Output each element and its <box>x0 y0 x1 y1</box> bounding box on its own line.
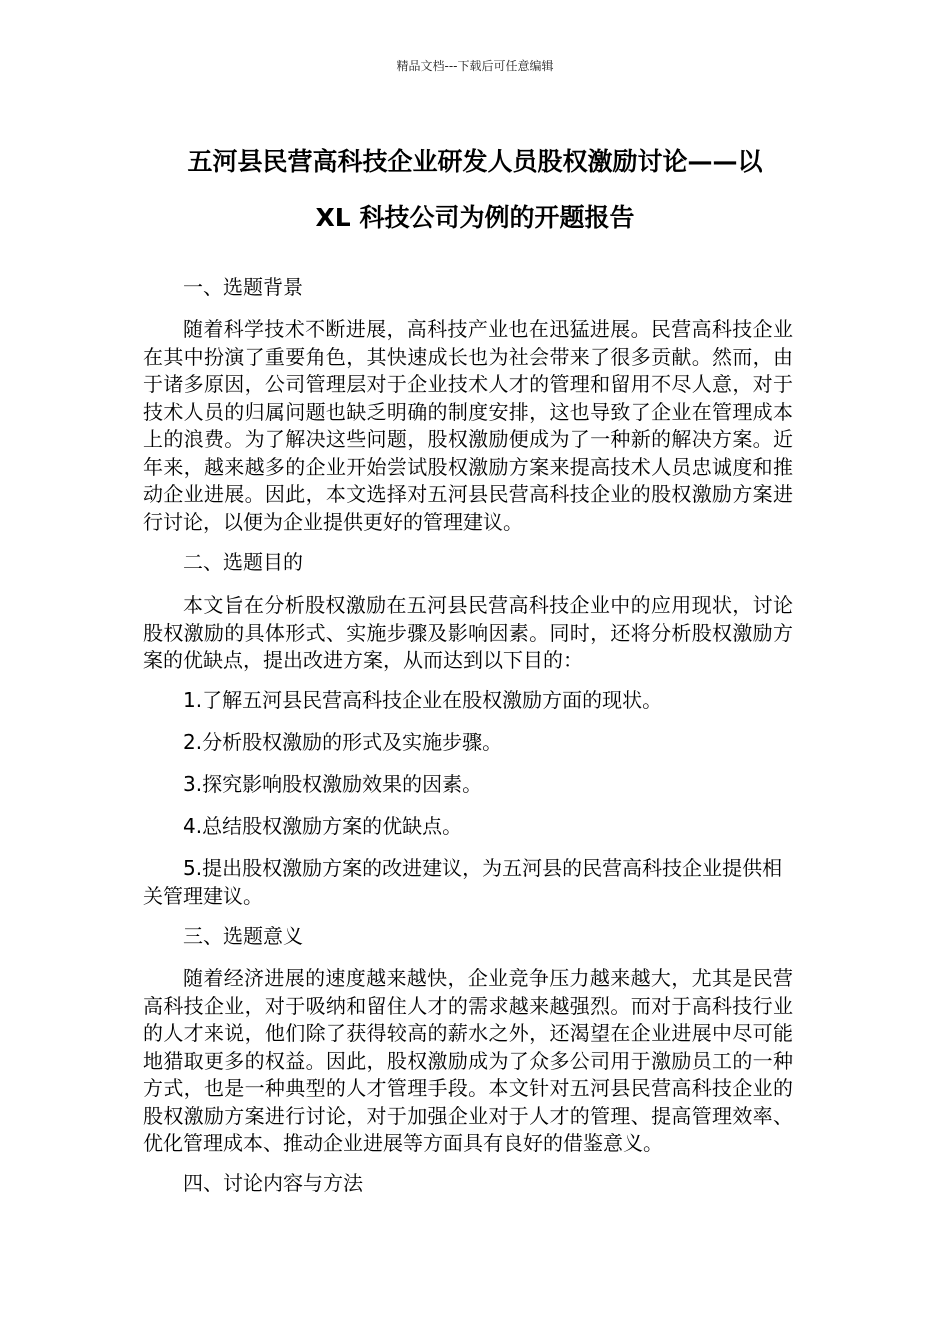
purpose-list-item: 5.提出股权激励方案的改进建议，为五河县的民营高科技企业提供相关管理建议。 <box>143 856 783 908</box>
significance-paragraph-block <box>143 965 793 1158</box>
section-methods <box>143 1170 793 1198</box>
purpose-item-1-block <box>143 687 793 715</box>
title-line-2: XL 科技公司为例的开题报告 <box>315 203 635 232</box>
purpose-paragraph: 本文旨在分析股权激励在五河县民营高科技企业中的应用现状，讨论股权激励的具体形式、实施步骤及影响因素。同时，还将分析股权激励方案的优缺点，提出改进方案，从而达到以下目的： <box>143 593 793 672</box>
purpose-list-item: 4.总结股权激励方案的优缺点。 <box>183 814 463 838</box>
purpose-item-4-block <box>143 813 793 841</box>
section-heading-significance: 三、选题意义 <box>183 924 303 948</box>
purpose-item-2-block <box>143 729 793 757</box>
purpose-list-item: 2.分析股权激励的形式及实施步骤。 <box>183 730 503 754</box>
background-paragraph: 随着科学技术不断进展，高科技产业也在迅猛进展。民营高科技企业在其中扮演了重要角色，其快速成长也为社会带来了很多贡献。然而，由于诸多原因，公司管理层对于企业技术人才的管理和留用不尽人意，对于技术人员的归属问题也缺乏明确的制度安排，这也导致了企业在管理成本上的浪费。为了解决这些问题，股权激励便成为了一种新的解决方案。近年来，越来越多的企业开始尝试股权激励方案来提高技术人员忠诚度和推动企业进展。因此，本文选择对五河县民营高科技企业的股权激励方案进行讨论，以便为企业提供更好的管理建议。 <box>143 317 793 534</box>
section-purpose <box>143 549 793 577</box>
document-title <box>135 134 815 246</box>
section-heading-purpose: 二、选题目的 <box>183 550 303 574</box>
purpose-item-3-block <box>143 771 793 799</box>
section-heading-background: 一、选题背景 <box>183 275 303 299</box>
purpose-list-item: 1.了解五河县民营高科技企业在股权激励方面的现状。 <box>183 688 663 712</box>
purpose-paragraph-block <box>143 592 793 675</box>
purpose-list-item: 3.探究影响股权激励效果的因素。 <box>183 772 483 796</box>
background-paragraph-block <box>143 316 793 536</box>
section-background <box>143 274 793 302</box>
page-header-watermark: 精品文档---下载后可任意编辑 <box>396 59 554 73</box>
section-heading-methods: 四、讨论内容与方法 <box>183 1171 363 1195</box>
section-significance <box>143 923 793 951</box>
significance-paragraph: 随着经济进展的速度越来越快，企业竞争压力越来越大，尤其是民营高科技企业，对于吸纳和留住人才的需求越来越强烈。而对于高科技行业的人才来说，他们除了获得较高的薪水之外，还渴望在企业进展中尽可能地猎取更多的权益。因此，股权激励成为了众多公司用于激励员工的一种方式，也是一种典型的人才管理手段。本文针对五河县民营高科技企业的股权激励方案进行讨论，对于加强企业对于人才的管理、提高管理效率、优化管理成本、推动企业进展等方面具有良好的借鉴意义。 <box>143 966 793 1155</box>
title-line-1: 五河县民营高科技企业研发人员股权激励讨论——以 <box>187 147 763 176</box>
purpose-item-5-block <box>143 855 793 910</box>
